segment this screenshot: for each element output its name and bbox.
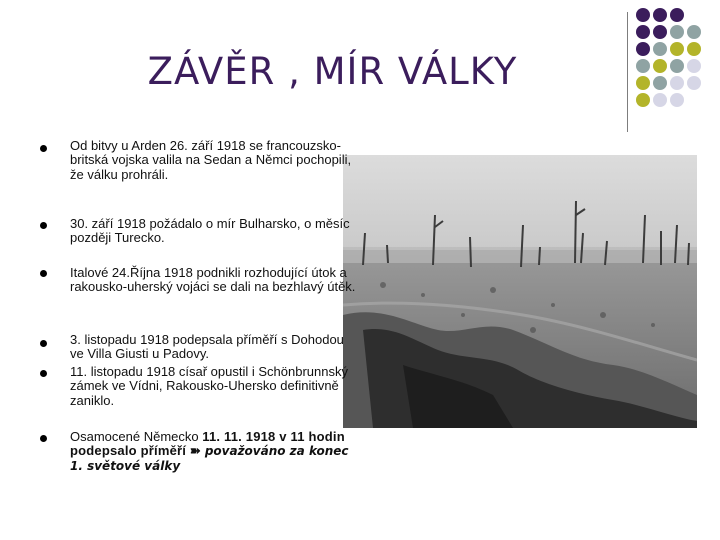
dot [653,42,667,56]
dot [687,59,701,73]
dot [670,93,684,107]
arrow-icon: ➽ [186,443,205,459]
dot [636,93,650,107]
dot [636,25,650,39]
dot [687,25,701,39]
bullet-text [70,430,360,473]
dot [653,8,667,22]
dot [653,93,667,107]
dot [653,59,667,73]
bullet-icon [40,145,47,152]
bullet-icon [40,435,47,442]
dot [636,42,650,56]
dot [653,76,667,90]
bullet-text: Od bitvy u Arden 26. září 1918 se francouzsko-britská vojska valila na Sedan a Němci pochopili, že válku prohráli. [70,138,352,182]
dot [670,8,684,22]
dot [670,25,684,39]
slide-title: ZÁVĚR , MÍR VÁLKY [147,50,518,93]
dot [653,25,667,39]
bullet-text: 11. listopadu 1918 císař opustil i Schönbrunnský zámek ve Vídni, Rakousko-Uhersko definitivně zaniklo. [70,364,348,408]
bullet-icon [40,222,47,229]
dot [636,76,650,90]
bullet-text-italic: považováno za konec 1. světové války [70,444,349,473]
dot [670,76,684,90]
dot [687,42,701,56]
bullet-icon [40,270,47,277]
bullet-icon [40,370,47,377]
dot [636,8,650,22]
dot [670,42,684,56]
dot [636,59,650,73]
bullet-text: 3. listopadu 1918 podepsala příměří s Dohodou ve Villa Giusti u Padovy. [70,332,344,362]
photo-illustration [343,155,697,428]
divider-line [627,12,628,132]
dot-grid-decoration [636,8,720,118]
dot [687,76,701,90]
battlefield-trench-photo [343,155,697,428]
bullet-text: 30. září 1918 požádalo o mír Bulharsko, o měsíc později Turecko. [70,216,350,246]
bullet-text-bold: 11. 11. 1918 v 11 hodin podepsalo příměří [70,429,345,459]
bullet-text-part: Osamocené Německo [70,429,203,444]
bullet-text: Italové 24.Října 1918 podnikli rozhodující útok a rakousko-uherský vojáci se dali na bezhlavý útěk. [70,265,356,295]
bullet-icon [40,340,47,347]
dot [670,59,684,73]
